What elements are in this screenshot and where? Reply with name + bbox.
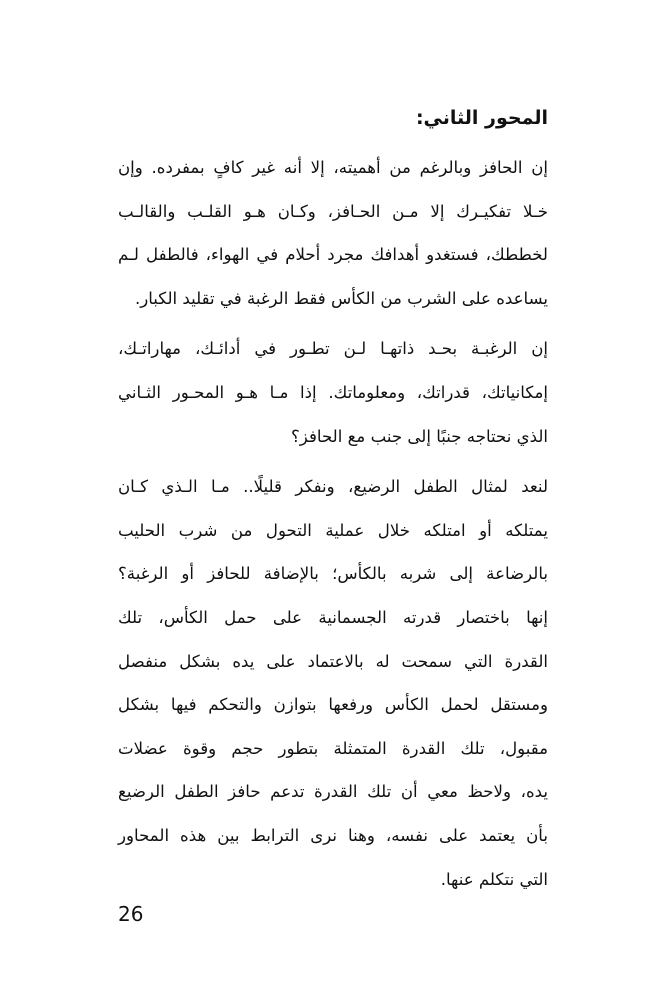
text-line: خـلا تفكيـرك إلا مـن الحـافز، وكـان هـو القلـب والقالـب — [118, 201, 548, 221]
text-line: بالرضاعة إلى شربه بالكأس؛ بالإضافة للحافز أو الرغبة؟ — [118, 564, 548, 584]
text-line: إمكانياتك، قدراتك، ومعلوماتك. إذا مـا هـو المحـور الثـاني — [118, 382, 548, 402]
paragraph-3 — [118, 465, 548, 901]
text-line: لنعد لمثال الطفل الرضيع، ونفكر قليلًا.. مـا الـذي كـان — [118, 477, 548, 497]
text-line: إن الحافز وبالرغم من أهميته، إلا أنه غير كافٍ بمفرده. وإن — [118, 158, 548, 177]
section-heading: المحور الثاني: — [415, 107, 548, 129]
text-line: إن الرغبـة بحـد ذاتهـا لـن تطـور في أدائـك، مهاراتـك، — [118, 339, 548, 359]
text-line: القدرة التي سمحت له بالاعتماد على يده بشكل منفصل — [118, 651, 548, 671]
text-line: مقبول، تلك القدرة المتمثلة بتطور حجم وقوة عضلات — [118, 738, 548, 758]
paragraph-2 — [118, 327, 548, 458]
text-line: يده، ولاحظ معي أن تلك القدرة تدعم حافز الطفل الرضيع — [118, 782, 548, 802]
text-line: يمتلكه أو امتلكه خلال عملية التحول من شرب الحليب — [118, 520, 548, 540]
text-line: الذي نحتاجه جنبًا إلى جنب مع الحافز؟ — [291, 426, 548, 446]
text-line: يساعده على الشرب من الكأس فقط الرغبة في تقليد الكبار. — [134, 288, 548, 308]
text-line: بأن يعتمد على نفسه، وهنا نرى الترابط بين هذه المحاور — [118, 825, 548, 845]
text-line: إنها باختصار قدرته الجسمانية على حمل الكأس، تلك — [118, 607, 548, 627]
text-line: ومستقل لحمل الكأس ورفعها بتوازن والتحكم فيها بشكل — [118, 695, 548, 715]
text-line: لخططك، فستغدو أهدافك مجرد أحلام في الهواء، فالطفل لـم — [118, 245, 548, 265]
text-line: التي نتكلم عنها. — [440, 869, 548, 889]
page-body — [118, 96, 548, 908]
page-number: 26 — [118, 902, 144, 926]
paragraph-1 — [118, 146, 548, 320]
